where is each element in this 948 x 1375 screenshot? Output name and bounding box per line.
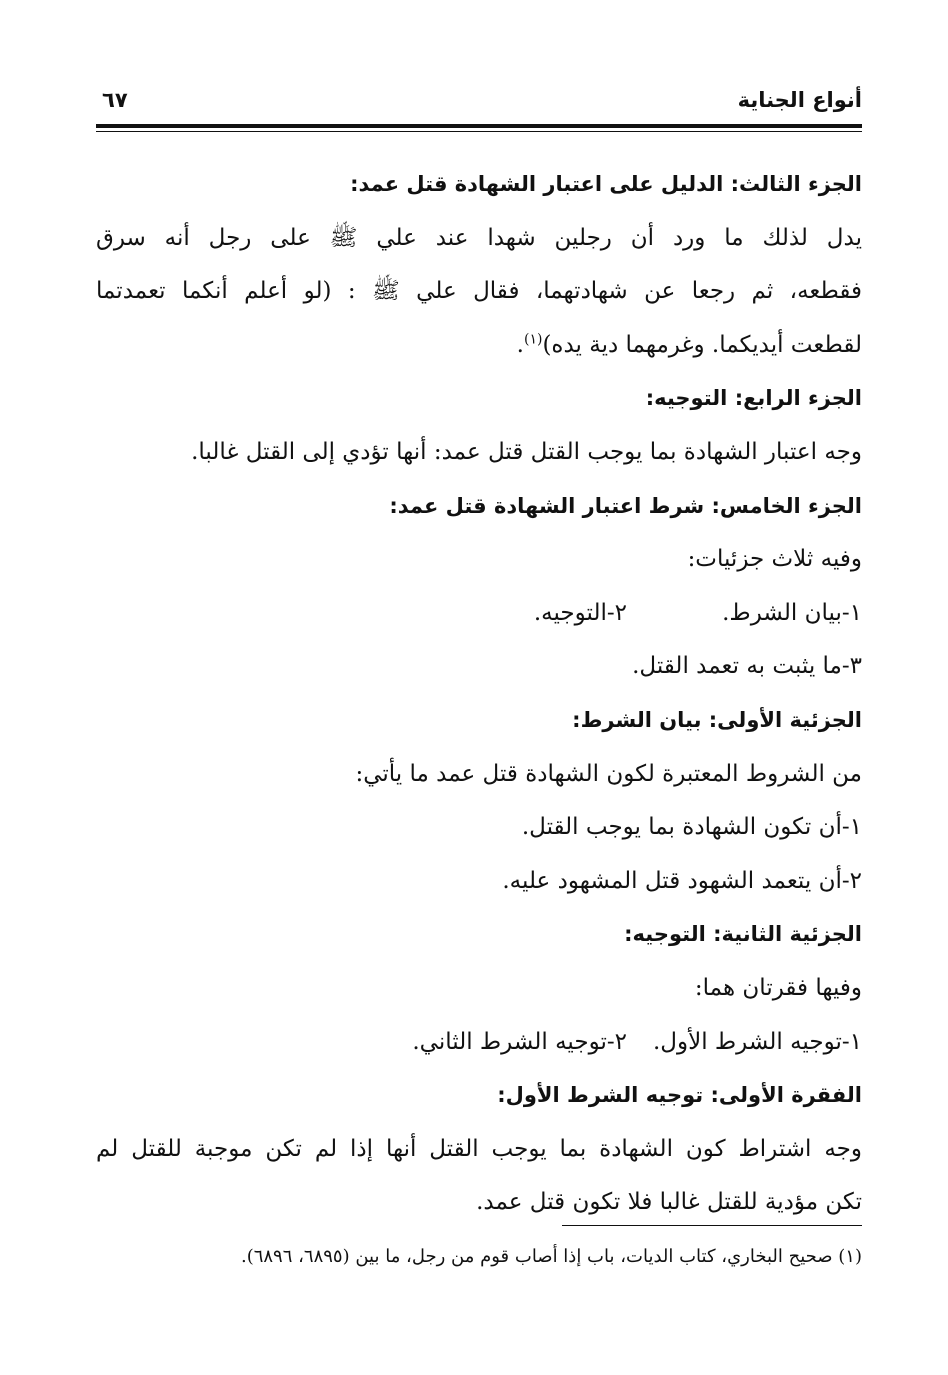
list-1-item-3: ٣-ما يثبت به تعمد القتل. <box>632 653 862 680</box>
footnote-reference: (١) <box>523 331 543 348</box>
paragraph-1-line-1: يدل لذلك ما ورد أن رجلين شهدا عند علي ﷺ على رجل أنه سرق <box>96 224 862 251</box>
paragraph-1-line-3-text: لقطعت أيديكما. وغرمهما دية يده) <box>542 331 862 358</box>
list-2-item-1: ١-توجيه الشرط الأول. <box>652 1028 862 1055</box>
paragraph-3: وفيه ثلاث جزئيات: <box>687 546 862 573</box>
running-title: أنواع الجناية <box>737 88 862 112</box>
page-number: ٦٧ <box>102 88 128 112</box>
paragraph-1-line-3 <box>96 319 862 373</box>
heading-sub-2: الجزئية الثانية: التوجيه: <box>624 922 862 947</box>
list-1-row-1 <box>96 587 862 641</box>
list-2-item-2: ٢-توجيه الشرط الثاني. <box>412 1028 627 1055</box>
heading-part-3: الجزء الثالث: الدليل على اعتبار الشهادة قتل عمد: <box>350 172 862 196</box>
paragraph-6-line-1: وجه اشتراط كون الشهادة بما يوجب القتل أنها إذا لم تكن موجبة للقتل لم <box>96 1135 862 1162</box>
paragraph-4: من الشروط المعتبرة لكون الشهادة قتل عمد ما يأتي: <box>355 760 862 787</box>
header-rule-thick <box>96 124 862 128</box>
page-header <box>96 86 862 126</box>
list-1-item-2: ٢-التوجيه. <box>533 599 627 626</box>
paragraph-2: وجه اعتبار الشهادة بما يوجب القتل قتل عمد: أنها تؤدي إلى القتل غالبا. <box>191 438 862 465</box>
paragraph-1-line-3-end: . <box>516 331 524 358</box>
heading-sub-1: الجزئية الأولى: بيان الشرط: <box>572 707 862 732</box>
footnote-1: (١) صحيح البخاري، كتاب الديات، باب إذا أصاب قوم من رجل، ما بين (٦٨٩٥، ٦٨٩٦). <box>240 1246 862 1267</box>
header-rule-thin <box>96 131 862 132</box>
paragraph-5: وفيها فقرتان هما: <box>694 974 862 1001</box>
list-2-row-1 <box>96 1016 862 1070</box>
footnote-separator <box>562 1225 862 1226</box>
heading-part-5: الجزء الخامس: شرط اعتبار الشهادة قتل عمد: <box>389 493 862 518</box>
list-1-item-1: ١-بيان الشرط. <box>722 599 862 626</box>
heading-part-4: الجزء الرابع: التوجيه: <box>645 386 862 411</box>
page-body <box>96 158 862 1230</box>
condition-1: ١-أن تكون الشهادة بما يوجب القتل. <box>521 814 862 841</box>
condition-2: ٢-أن يتعمد الشهود قتل المشهود عليه. <box>502 867 862 894</box>
heading-paragraph-1: الفقرة الأولى: توجيه الشرط الأول: <box>497 1083 862 1108</box>
paragraph-6-line-2: تكن مؤدية للقتل غالبا فلا تكون قتل عمد. <box>476 1189 862 1216</box>
paragraph-1-line-2: فقطعه، ثم رجعا عن شهادتهما، فقال علي ﷺ : (لو أعلم أنكما تعمدتما <box>96 278 862 305</box>
